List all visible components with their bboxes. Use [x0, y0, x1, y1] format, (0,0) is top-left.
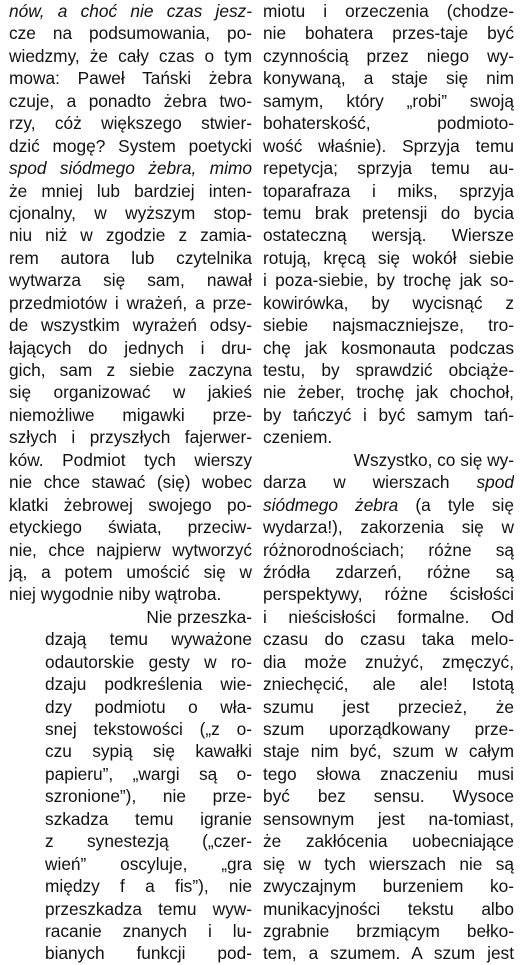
text-line: spod siódmego żebra, mimo: [9, 158, 252, 179]
text-line: by tańczyć i być samym tań-: [263, 404, 514, 425]
text-line: odautorskie gesty w ro-: [45, 651, 252, 672]
text-line: dzają temu wyważone: [45, 629, 252, 650]
text-line: siódmego żebra (a tyle się: [263, 494, 514, 515]
text-line: dzy podmiotu o wła-: [45, 696, 252, 717]
text-line: i poza-siebie, by trochę jak so-: [263, 270, 514, 291]
text-line: ją, a potem umościć się w: [9, 561, 252, 582]
text-line: zwyczajnym burzeniem ko-: [263, 876, 514, 897]
text-line: nie, chce najpierw wytworzyć: [9, 539, 252, 560]
text-line: wydarza!), zakorzenia się w: [263, 517, 514, 538]
text-line: że zakłócenia uobecniające: [263, 831, 514, 852]
text-line: papieru”, „wargi są o-: [45, 763, 252, 784]
text-line: dia może znużyć, zmęczyć,: [263, 651, 514, 672]
text-line: różnorodnościach; różne są: [263, 539, 514, 560]
text-line: rotują, kręcą się wokół siebie: [263, 247, 514, 268]
text-line: nie żeber, trochę jak chochoł,: [263, 382, 514, 403]
text-line: cjonalny, w wyższym stop-: [9, 202, 252, 223]
text-line: rzy, cóż większego stwier-: [9, 113, 252, 134]
text-line: szkadza temu igranie: [45, 808, 252, 829]
text-line: niu niż w zgodzie z zamia-: [9, 225, 252, 246]
text-line: nów, a choć nie czas jesz-: [9, 1, 252, 21]
text-line: siebie najsmaczniejsze, tro-: [263, 315, 514, 336]
indented-block: [45, 606, 252, 965]
text-line: cze na podsumowania, po-: [9, 23, 252, 44]
text-line: testu, by sprawdzić obciąże-: [263, 360, 514, 380]
text-line: czynnością przez niego wy-: [263, 45, 514, 66]
text-line: ków. Podmiot tych wierszy: [9, 449, 252, 470]
text-line: zniechęcić, ale ale! Istotą: [263, 674, 514, 695]
text-line: Nie przeszka-: [146, 606, 252, 627]
text-line: między f a fis”), nie: [45, 876, 252, 897]
text-line: konywaną, a staje się nim: [263, 68, 514, 89]
text-line: czasu do czasu taka melo-: [263, 629, 514, 650]
text-line: bohaterskość, podmioto-: [263, 113, 514, 134]
text-line: przeszkadza temu wyw-: [45, 898, 252, 919]
text-line: szumu jest przecież, że: [263, 696, 514, 717]
text-line: łających do jednych i dru-: [9, 337, 252, 358]
text-line: szum uporządkowany prze-: [263, 719, 514, 739]
text-line: wytwarza się sam, nawał: [9, 270, 252, 291]
text-line: wiedzmy, że cały czas o tym: [9, 45, 252, 66]
text-line: tego słowa znaczeniu musi: [263, 763, 514, 784]
text-line: munikacyjności tekstu albo: [263, 898, 514, 919]
text-line: dzaju podkreślenia wie-: [45, 674, 252, 695]
text-line: rem autora lub czytelnika: [9, 247, 252, 268]
text-line: czuje, a ponadto żebra two-: [9, 90, 252, 111]
text-line: czeniem.: [263, 427, 333, 448]
text-line: przedmiotów i wrażeń, a prze-: [9, 292, 252, 313]
text-line: racanie znanych i lu-: [45, 920, 252, 941]
text-line: snej tekstowości („z o-: [45, 719, 252, 739]
text-line: temu brak pretensji do bycia: [263, 202, 514, 223]
text-line: nie bohatera przes-taje być: [263, 23, 514, 44]
text-line: de wszystkim wyrażeń odsy-: [9, 315, 252, 336]
text-line: szronione”), nie prze-: [45, 786, 252, 807]
text-line: tem, a szumem. A szum jest: [263, 943, 514, 964]
text-line: gich, sam z siebie zaczyna: [9, 360, 252, 380]
text-line: klatki żebrowej swojego po-: [9, 494, 252, 515]
text-line: darza w wierszach spod: [263, 472, 514, 493]
text-line: wień” oscyluje, „gra: [45, 853, 252, 874]
text-line: być bez sensu. Wysoce: [263, 786, 514, 807]
left-column: [9, 0, 252, 965]
text-line: mowa: Paweł Tański żebra: [9, 68, 252, 89]
text-line: bianych funkcji pod-: [45, 943, 252, 964]
text-line: perspektywy, różne ścisłości: [263, 584, 514, 605]
text-line: toparafraza i miks, sprzyja: [263, 180, 514, 201]
text-line: kowirówka, by wycisnąć z: [263, 292, 514, 313]
text-line: dzić mogę? System poetycki: [9, 135, 252, 156]
text-line: staje nim być, szum w całym: [263, 741, 514, 762]
text-line: chę jak kosmonauta podczas: [263, 337, 514, 358]
text-line: zgrabnie brzmiącym bełko-: [263, 920, 514, 941]
text-line: repetycja; sprzyja temu au-: [263, 158, 514, 179]
text-line: sensownym jest na-tomiast,: [263, 808, 514, 829]
text-line: ostateczną wersją. Wiersze: [263, 225, 514, 246]
text-line: szłych i przyszłych fajerwer-: [9, 427, 252, 448]
text-line: czu sypią się kawałki: [45, 741, 252, 762]
text-line: nie chce stawać (się) wobec: [9, 472, 252, 493]
text-line: się w tych wierszach nie są: [263, 853, 514, 874]
text-line: źródła zdarzeń, różne są: [263, 561, 514, 582]
text-line: miotu i orzeczenia (chodze-: [263, 1, 514, 21]
right-column: [263, 0, 514, 965]
text-line: niej wygodnie niby wątroba.: [9, 584, 222, 605]
text-line: że mniej lub bardziej inten-: [9, 180, 252, 201]
text-line: z synestezją („czer-: [45, 831, 252, 852]
text-line: Wszystko, co się wy-: [353, 449, 514, 470]
text-line: i nieścisłości formalne. Od: [263, 606, 514, 627]
text-line: wość właśnie). Sprzyja temu: [263, 135, 514, 156]
text-line: się organizować w jakieś: [9, 382, 252, 403]
text-line: niemożliwe migawki prze-: [9, 404, 252, 425]
text-line: samym, który „robi” swoją: [263, 90, 514, 111]
text-line: etyckiego świata, przeciw-: [9, 517, 252, 538]
